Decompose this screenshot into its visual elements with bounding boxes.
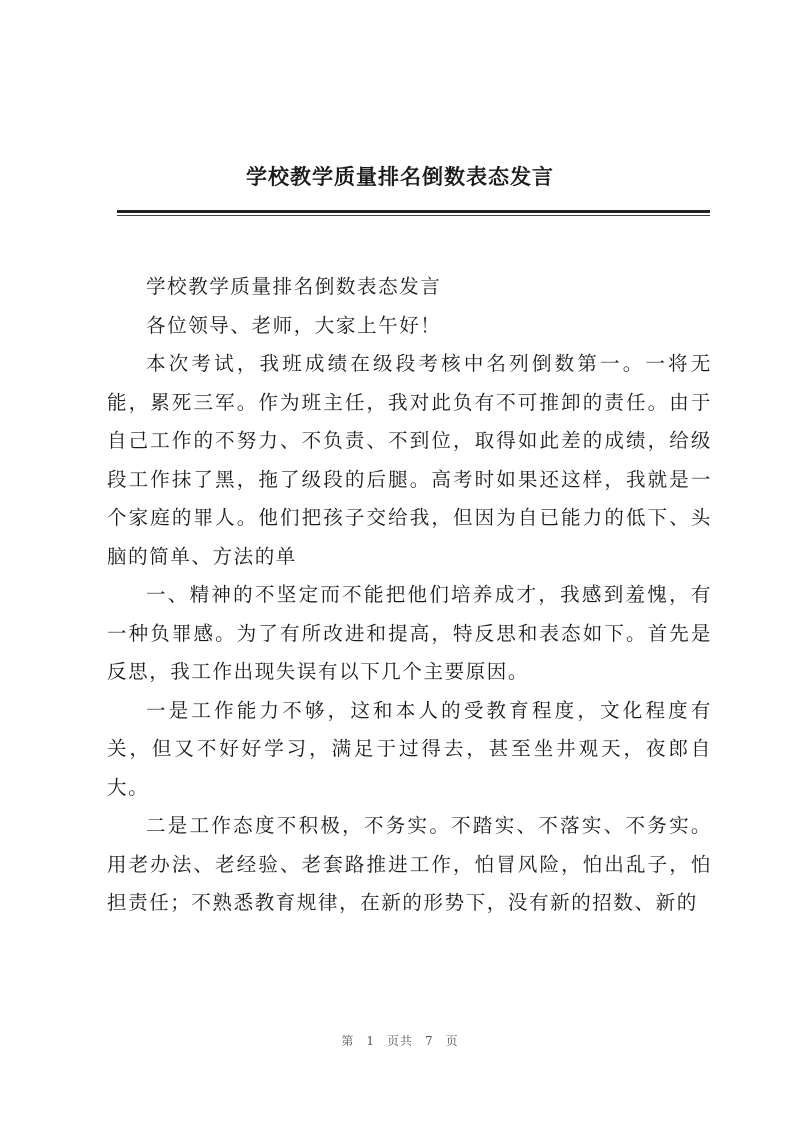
paragraph-greeting: 各位领导、老师，大家上午好！: [146, 313, 442, 337]
footer-middle: 页共: [386, 1034, 413, 1048]
footer-suffix: 页: [445, 1034, 459, 1048]
paragraph: 一、精神的不坚定而不能把他们培养成才，我感到羞愧，有一种负罪感。为了有所改进和提高，特反思和表态如下。首先是反思，我工作出现失误有以下几个主要原因。: [107, 583, 712, 683]
paragraph: 二是工作态度不积极，不务实。不踏实、不落实、不务实。用老办法、老经验、老套路推进工作，怕冒风险，怕出乱子，怕担责任；不熟悉教育规律，在新的形势下，没有新的招数、新的: [107, 814, 712, 914]
title-underline-thick: [117, 210, 710, 213]
document-title: 学校教学质量排名倒数表态发言: [246, 164, 554, 189]
paragraph: 一是工作能力不够，这和本人的受教育程度，文化程度有关，但又不好好学习，满足于过得去，甚至坐井观天，夜郎自大。: [107, 698, 712, 799]
footer-total-pages: 7: [425, 1034, 434, 1048]
paragraph: 本次考试，我班成绩在级段考核中名列倒数第一。一将无能，累死三军。作为班主任，我对此负有不可推卸的责任。由于自己工作的不努力、不负责、不到位，取得如此差的成绩，给级段工作抹了黑，拖了级段的后腿。高考时如果还这样，我就是一个家庭的罪人。他们把孩子交给我，但因为自已能力的低下、头脑的简单、方法的单: [107, 352, 712, 568]
page-footer: [0, 1032, 800, 1049]
document-body: [107, 268, 712, 923]
footer-prefix: 第: [341, 1034, 355, 1048]
footer-page-number: 1: [366, 1034, 375, 1048]
paragraph-heading: 学校教学质量排名倒数表态发言: [146, 275, 442, 298]
title-underline-thin: [117, 215, 710, 216]
